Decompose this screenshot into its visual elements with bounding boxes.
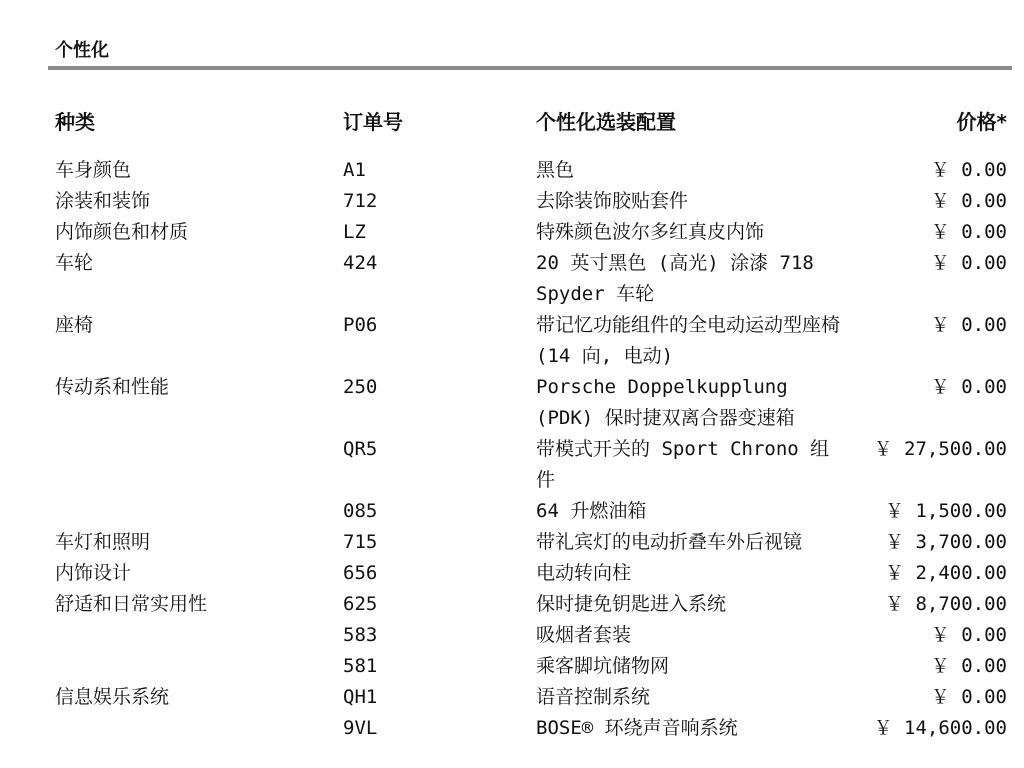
row-price: ￥ 14,600.00: [873, 717, 1007, 739]
row-option: 去除装饰胶贴套件: [536, 190, 689, 212]
row-category: [55, 651, 343, 682]
row-price: ￥ 0.00: [930, 624, 1007, 646]
row-option: 带记忆功能组件的全电动运动型座椅 (14 向, 电动): [536, 314, 841, 367]
table-row: [55, 527, 1007, 558]
row-order-no: 9VL: [343, 717, 378, 739]
row-option: 电动转向柱: [536, 562, 632, 584]
header-option: 个性化选装配置: [536, 110, 676, 134]
personalization-table: [55, 100, 1007, 744]
row-price: ￥ 3,700.00: [885, 531, 1007, 553]
row-option: 20 英寸黑色 (高光) 涂漆 718 Spyder 车轮: [536, 252, 814, 305]
row-category: 车身颜色: [55, 159, 132, 181]
row-option: 语音控制系统: [536, 686, 651, 708]
table-row: [55, 217, 1007, 248]
row-option: 特殊颜色波尔多红真皮内饰: [536, 221, 765, 243]
row-category: 信息娱乐系统: [55, 686, 170, 708]
row-option: BOSE® 环绕声音响系统: [536, 717, 738, 739]
row-price: ￥ 0.00: [930, 252, 1007, 274]
row-option: 带礼宾灯的电动折叠车外后视镜: [536, 531, 803, 553]
row-order-no: P06: [343, 314, 378, 336]
row-price: ￥ 27,500.00: [873, 438, 1007, 460]
table-row: [55, 434, 1007, 496]
row-order-no: QR5: [343, 438, 378, 460]
row-category: [55, 713, 343, 744]
table-row: [55, 496, 1007, 527]
table-row: [55, 713, 1007, 744]
row-order-no: 581: [343, 655, 378, 677]
row-category: 舒适和日常实用性: [55, 593, 208, 615]
row-order-no: 712: [343, 190, 378, 212]
row-order-no: 715: [343, 531, 378, 553]
row-price: ￥ 0.00: [930, 686, 1007, 708]
row-order-no: 250: [343, 376, 378, 398]
header-category: 种类: [55, 110, 95, 134]
table-header-row: [55, 100, 1007, 155]
table-row: [55, 186, 1007, 217]
table-row: [55, 589, 1007, 620]
row-option: 带模式开关的 Sport Chrono 组件: [536, 438, 830, 491]
row-price: ￥ 0.00: [930, 221, 1007, 243]
row-price: ￥ 0.00: [930, 314, 1007, 336]
row-order-no: 656: [343, 562, 378, 584]
row-option: 64 升燃油箱: [536, 500, 647, 522]
row-category: 座椅: [55, 314, 94, 336]
table-row: [55, 310, 1007, 372]
row-price: ￥ 0.00: [930, 655, 1007, 677]
section-title: 个性化: [55, 40, 109, 61]
row-order-no: LZ: [343, 221, 366, 243]
row-price: ￥ 1,500.00: [885, 500, 1007, 522]
table-row: [55, 155, 1007, 186]
row-option: Porsche Doppelkupplung (PDK) 保时捷双离合器变速箱: [536, 376, 795, 429]
row-category: [55, 620, 343, 651]
row-category: 内饰颜色和材质: [55, 221, 189, 243]
row-order-no: 085: [343, 500, 378, 522]
row-order-no: 625: [343, 593, 378, 615]
table-row: [55, 620, 1007, 651]
row-option: 乘客脚坑储物网: [536, 655, 670, 677]
row-option: 吸烟者套装: [536, 624, 632, 646]
row-price: ￥ 0.00: [930, 376, 1007, 398]
table-row: [55, 651, 1007, 682]
row-price: ￥ 2,400.00: [885, 562, 1007, 584]
row-order-no: QH1: [343, 686, 378, 708]
row-category: 车灯和照明: [55, 531, 151, 553]
table-row: [55, 682, 1007, 713]
title-divider: [48, 66, 1012, 70]
row-category: 车轮: [55, 252, 94, 274]
row-option: 黑色: [536, 159, 575, 181]
row-category: [55, 434, 343, 496]
header-price: 价格*: [956, 110, 1007, 134]
row-category: 内饰设计: [55, 562, 132, 584]
table-row: [55, 558, 1007, 589]
row-price: ￥ 8,700.00: [885, 593, 1007, 615]
row-order-no: 583: [343, 624, 378, 646]
row-order-no: A1: [343, 159, 366, 181]
table-row: [55, 372, 1007, 434]
row-option: 保时捷免钥匙进入系统: [536, 593, 727, 615]
row-category: 传动系和性能: [55, 376, 170, 398]
table-row: [55, 248, 1007, 310]
row-price: ￥ 0.00: [930, 190, 1007, 212]
row-order-no: 424: [343, 252, 378, 274]
row-category: 涂装和装饰: [55, 190, 151, 212]
row-price: ￥ 0.00: [930, 159, 1007, 181]
row-category: [55, 496, 343, 527]
header-order-no: 订单号: [343, 110, 403, 134]
